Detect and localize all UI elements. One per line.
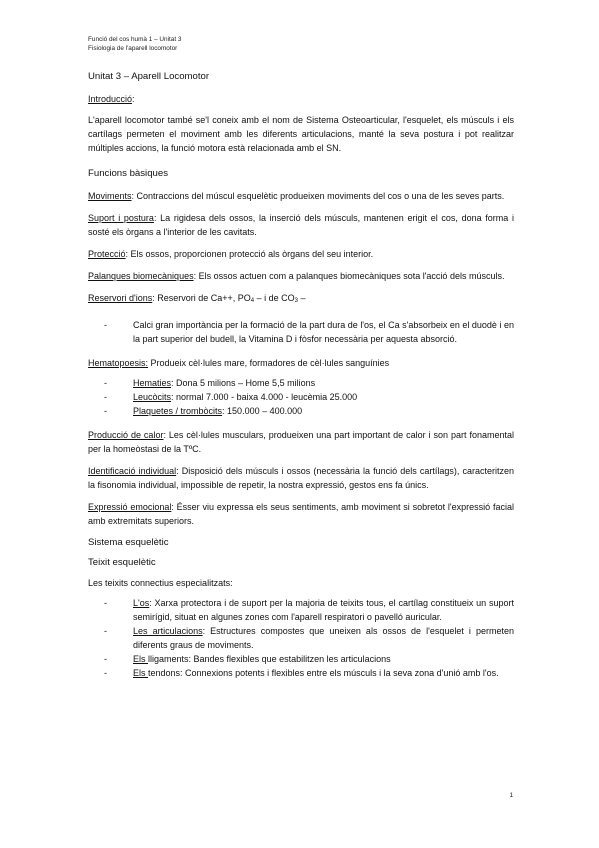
- list-dash: -: [104, 392, 107, 402]
- articulacions-text: : Estructures compostes que uneixen als ossos de l'esquelet i permeten diferents graus de moviments.: [133, 626, 514, 650]
- teixits-list: [88, 596, 514, 680]
- sistema-heading: Sistema esquelètic: [88, 537, 169, 548]
- list-dash: -: [104, 378, 107, 388]
- calor-term: Producció de calor: [88, 430, 164, 440]
- list-item: [88, 666, 514, 680]
- reservori-text-a: : Reservori de Ca++, PO: [152, 293, 251, 303]
- list-dash: -: [104, 406, 107, 416]
- moviments-term: Moviments: [88, 191, 132, 201]
- hematies-term: Hematies: [133, 378, 172, 388]
- page-header: [88, 35, 181, 53]
- header-subject: Fisiologia de l'aparell locomotor: [88, 45, 178, 52]
- proteccio-paragraph: [88, 247, 514, 261]
- intro-heading-colon: :: [132, 94, 135, 104]
- reservori-item-text: Calci gran importància per la formació de la part dura de l'os, el Ca s'absorbeix en el duodè i en la part superior del budell, la Vitamina D i fòsfor necessària per aquesta absorció.: [133, 320, 514, 344]
- hematopoesis-list: [88, 376, 514, 418]
- moviments-text: : Contraccions del múscul esquelètic produeixen moviments del cos o una de les seves parts.: [131, 191, 505, 201]
- list-item: [88, 624, 514, 652]
- palanques-term: Palanques biomecàniques: [88, 271, 194, 281]
- hematopoesis-text: Produeix cèl·lules mare, formadores de cèl·lules sanguínies: [148, 358, 390, 368]
- suport-paragraph: [88, 211, 514, 239]
- plaquetes-text: : 150.000 – 400.000: [222, 406, 303, 416]
- lligaments-term: Els: [133, 654, 149, 664]
- list-dash: -: [104, 598, 107, 608]
- list-dash: -: [104, 626, 107, 636]
- list-item: [88, 318, 514, 346]
- intro-heading: Introducció: [88, 94, 133, 104]
- reservori-paragraph: [88, 291, 514, 308]
- teixits-intro: Les teixits connectius especialitzats:: [88, 578, 233, 588]
- reservori-sub-b: 3: [294, 298, 299, 304]
- identificacio-text: : Disposició dels músculs i ossos (necessària la funció dels cartílags), caracteritzen la fisonomia individual, impossible de repetir, la nostra expressió, gestos ens fa únics.: [88, 466, 514, 490]
- suport-text: : La rigidesa dels ossos, la inserció dels músculs, mantenen erigit el cos, dona forma i sosté els òrgans a l'interior de les cavitats.: [88, 213, 514, 237]
- palanques-paragraph: [88, 269, 514, 283]
- expressio-term: Expressió emocional: [88, 502, 172, 512]
- reservori-text-b: – i de CO: [254, 293, 295, 303]
- suport-term: Suport i postura: [88, 213, 154, 223]
- palanques-text: : Els ossos actuen com a palanques biomecàniques sota l'acció dels músculs.: [193, 271, 505, 281]
- list-item: [88, 390, 514, 404]
- list-item: [88, 376, 514, 390]
- expressio-paragraph: [88, 500, 514, 528]
- list-item: [88, 596, 514, 624]
- document-title: Unitat 3 – Aparell Locomotor: [88, 71, 210, 82]
- lligaments-text: lligaments: Bandes flexibles que estabilitzen les articulacions: [148, 654, 391, 664]
- list-dash: -: [104, 320, 107, 330]
- list-dash: -: [104, 668, 107, 678]
- header-course: Funció del cos humà 1 – Unitat 3: [88, 36, 182, 43]
- os-text: : Xarxa protectora i de suport per la majoria de teixits tous, el cartílag constitueix un suport semirígid, situat en algunes zones com l'aparell respiratori o pavelló auricular.: [133, 598, 514, 622]
- funcions-heading: Funcions bàsiques: [88, 168, 168, 179]
- expressio-text: : Ésser viu expressa els seus sentiments, amb moviment si sobretot l'expressió facial amb extremitats superiors.: [88, 502, 514, 526]
- page-number: 1: [509, 792, 513, 799]
- tendons-term: Els: [133, 668, 149, 678]
- reservori-text-c: –: [298, 293, 306, 303]
- reservori-term: Reservori d'ions: [88, 293, 153, 303]
- calor-paragraph: [88, 428, 514, 456]
- tendons-text: tendons: Connexions potents i flexibles entre els músculs i la seva zona d'unió amb l'os.: [148, 668, 499, 678]
- identificacio-term: Identificació individual: [88, 466, 177, 476]
- proteccio-term: Protecció: [88, 249, 126, 259]
- reservori-sub-a: 4: [250, 298, 255, 304]
- identificacio-paragraph: [88, 464, 514, 492]
- calor-text: : Les cèl·lules musculars, produeixen una part important de calor i son part fonamental per la homeòstasi de la TºC.: [88, 430, 514, 454]
- hematopoesis-paragraph: [88, 356, 514, 370]
- document-body: [88, 70, 514, 688]
- hematopoesis-term: Hematopoesis:: [88, 358, 149, 368]
- articulacions-term: Les articulacions: [133, 626, 203, 636]
- list-item: [88, 404, 514, 418]
- proteccio-text: : Els ossos, proporcionen protecció als òrgans del seu interior.: [125, 249, 374, 259]
- intro-paragraph: L'aparell locomotor també se'l coneix amb el nom de Sistema Osteoarticular, l'esquelet, els músculs i els cartílags permeten el moviment amb les diferents articulacions, manté la seva postura i pot realitzar múltiples accions, la funció motora està relacionada amb el SN.: [88, 115, 514, 153]
- intro-heading-line: [88, 92, 514, 106]
- leucocits-term: Leucòcits: [133, 392, 172, 402]
- plaquetes-term: Plaquetes / trombòcits: [133, 406, 223, 416]
- teixit-heading: Teixit esquelètic: [88, 557, 156, 568]
- hematies-text: : Dona 5 milions – Home 5,5 milions: [171, 378, 316, 388]
- os-term: L'os: [133, 598, 150, 608]
- leucocits-text: : normal 7.000 - baixa 4.000 - leucèmia 25.000: [171, 392, 358, 402]
- reservori-list: [88, 318, 514, 346]
- list-dash: -: [104, 654, 107, 664]
- list-item: [88, 652, 514, 666]
- moviments-paragraph: [88, 189, 514, 203]
